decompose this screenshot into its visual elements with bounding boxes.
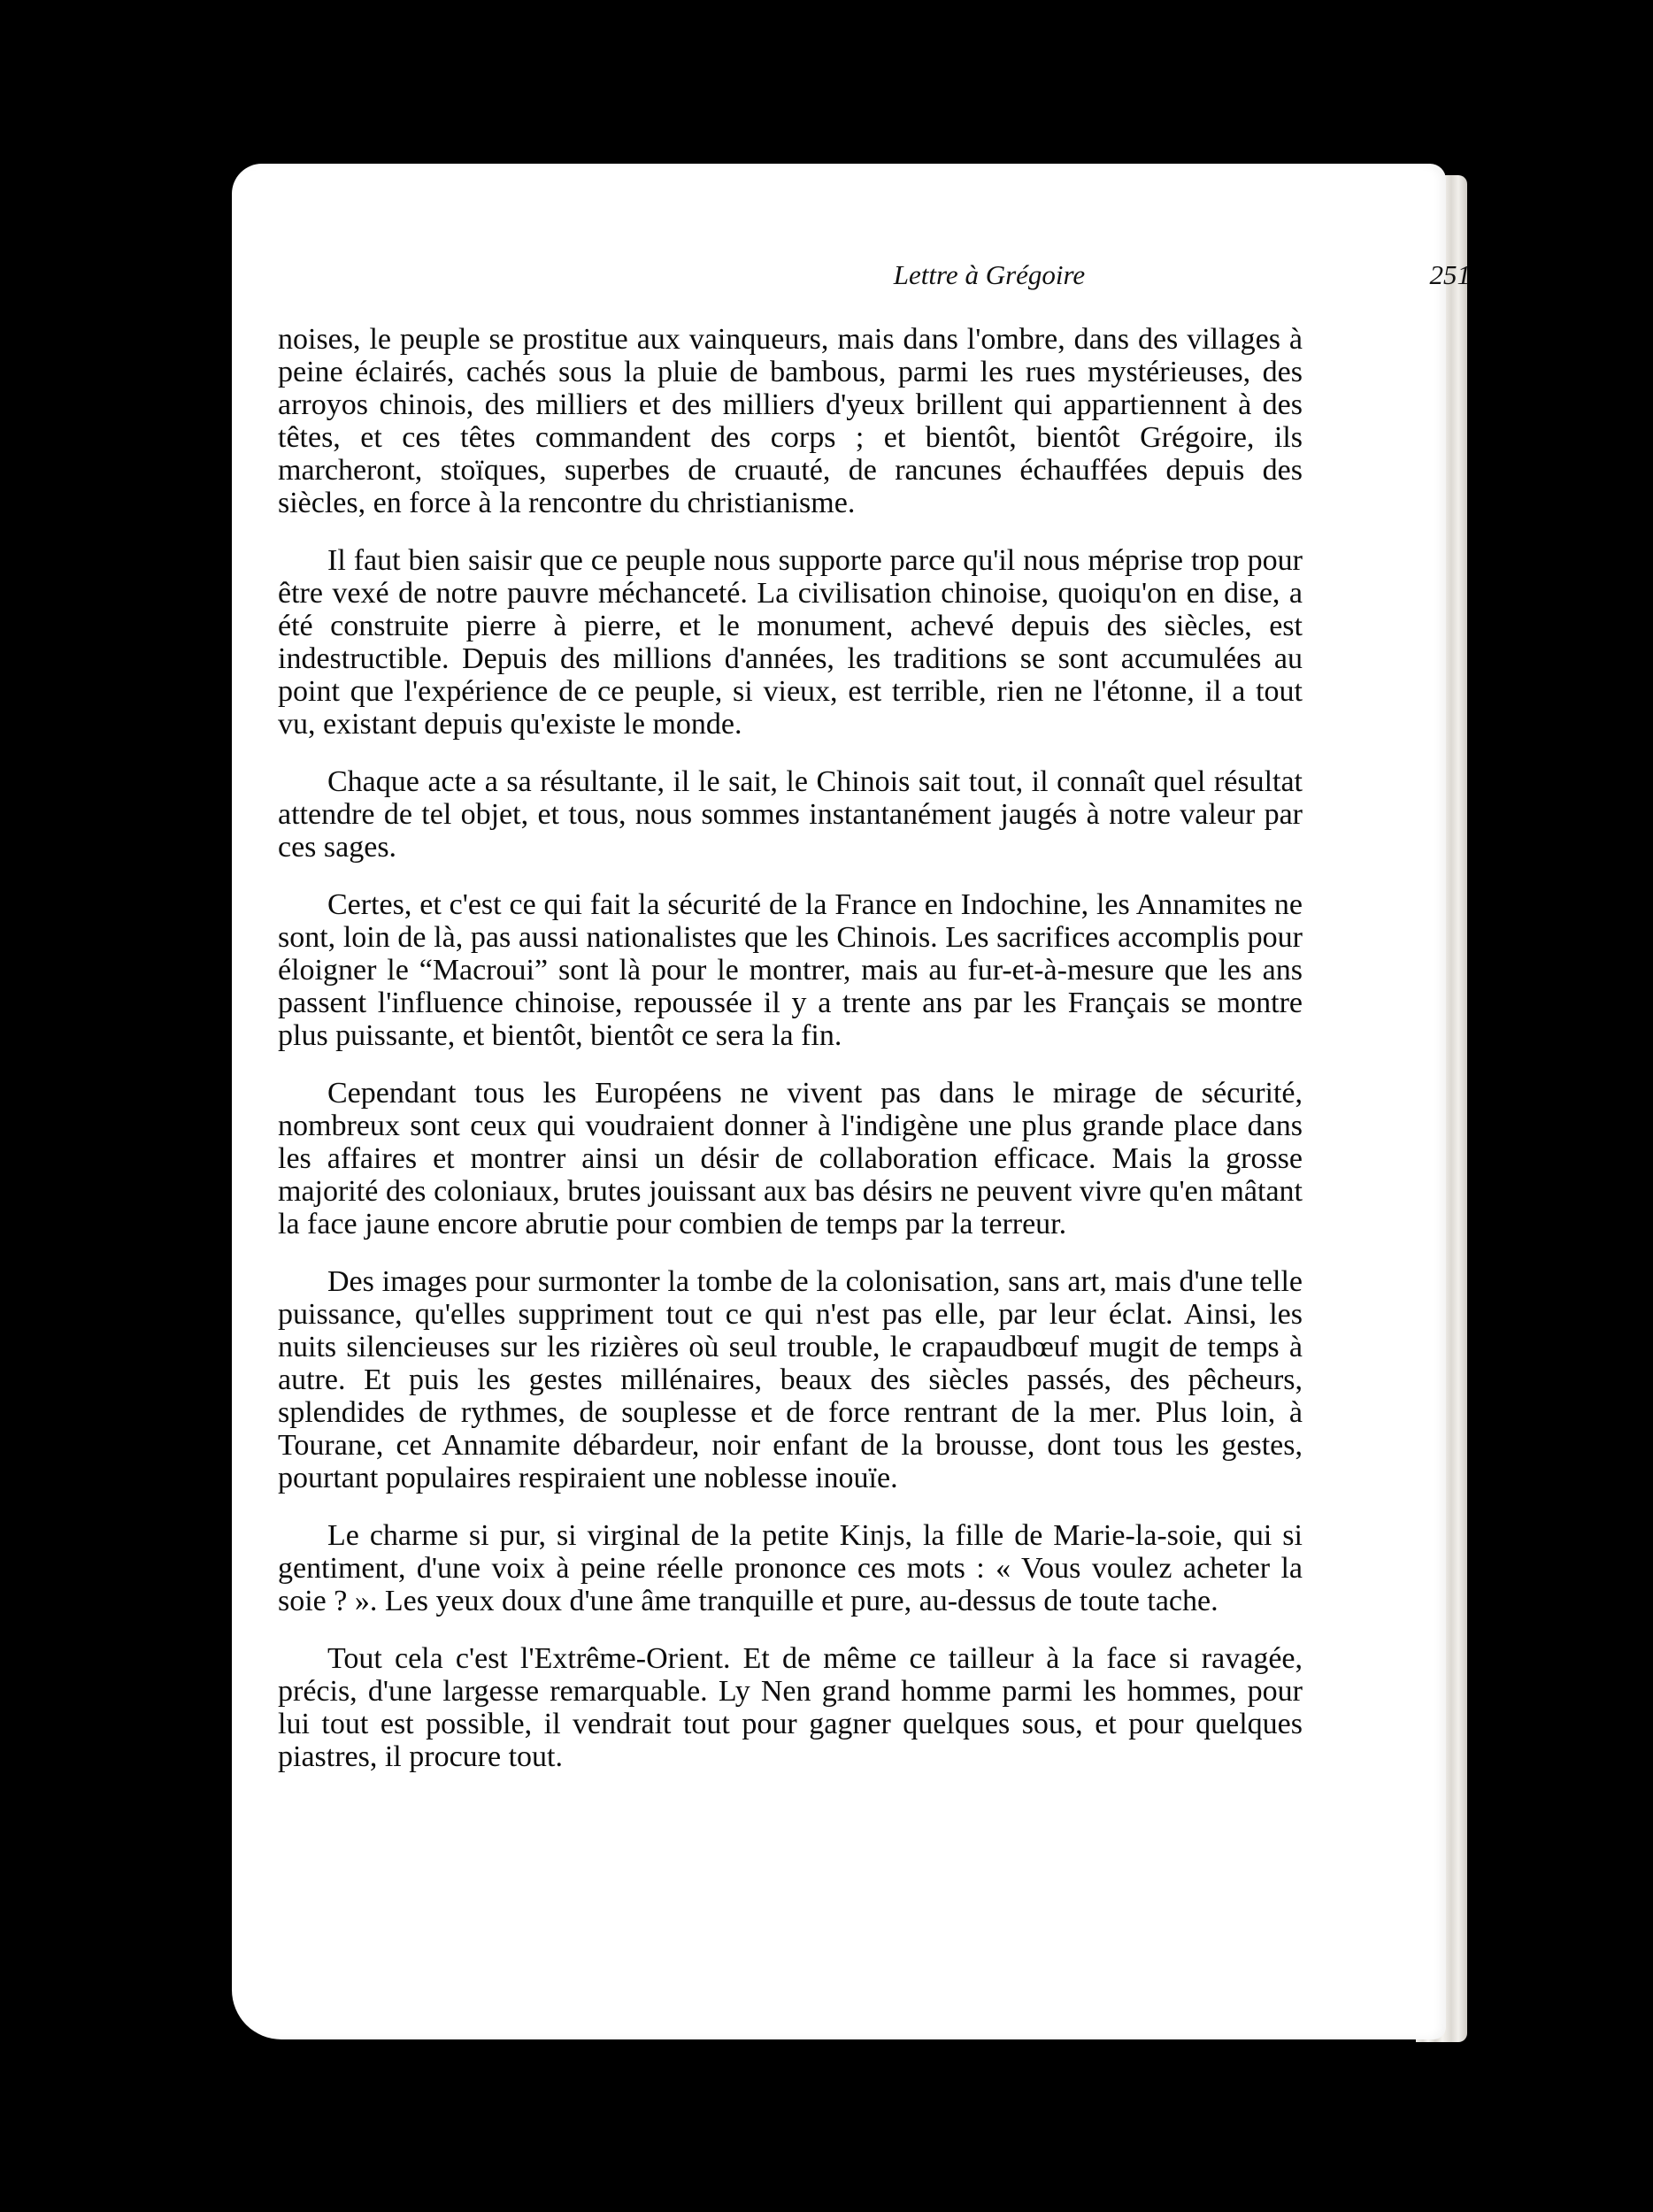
paragraph: Le charme si pur, si virginal de la petite Kinjs, la fille de Marie-la-soie, qui si gentiment, d'une voix à peine réelle prononce ces mots : « Vous voulez acheter la soie ? ». Les yeux doux d'une âme tranquille et pure, au-dessus de toute tache. xyxy=(278,1519,1303,1617)
body-text xyxy=(278,323,1303,1798)
paragraph: noises, le peuple se prostitue aux vainqueurs, mais dans l'ombre, dans des villages à peine éclairés, cachés sous la pluie de bambous, parmi les rues mystérieuses, des arroyos chinois, des milliers et des milliers d'yeux brillent qui appartiennent à des têtes, et ces têtes commandent des corps ; et bientôt, bientôt Grégoire, ils marcheront, stoïques, superbes de cruauté, de rancunes échauffées depuis des siècles, en force à la rencontre du christianisme. xyxy=(278,323,1303,519)
paragraph: Chaque acte a sa résultante, il le sait, le Chinois sait tout, il connaît quel résultat attendre de tel objet, et tous, nous sommes instantanément jaugés à notre valeur par ces sages. xyxy=(278,765,1303,864)
book-page xyxy=(232,164,1471,2039)
paragraph: Des images pour surmonter la tombe de la colonisation, sans art, mais d'une telle puissance, qu'elles suppriment tout ce qui n'est pas elle, par leur éclat. Ainsi, les nuits silencieuses sur les rizières où seul trouble, le crapaudbœuf mugit de temps à autre. Et puis les gestes millénaires, beaux des siècles passés, des pêcheurs, splendides de rythmes, de souplesse et de force rentrant de la mer. Plus loin, à Tourane, cet Annamite débardeur, noir enfant de la brousse, dont tous les gestes, pourtant populaires respiraient une noblesse inouïe. xyxy=(278,1265,1303,1494)
page-number: 251 xyxy=(1429,259,1471,290)
paragraph: Cependant tous les Européens ne vivent pas dans le mirage de sécurité, nombreux sont ceux qui voudraient donner à l'indigène une plus grande place dans les affaires et montrer ainsi un désir de collaboration efficace. Mais la grosse majorité des coloniaux, brutes jouissant aux bas désirs ne peuvent vivre qu'en mâtant la face jaune encore abrutie pour combien de temps par la terreur. xyxy=(278,1077,1303,1240)
page-header xyxy=(508,259,1471,303)
running-title: Lettre à Grégoire xyxy=(893,259,1086,290)
paragraph: Il faut bien saisir que ce peuple nous supporte parce qu'il nous méprise trop pour être vexé de notre pauvre méchanceté. La civilisation chinoise, quoiqu'on en dise, a été construite pierre à pierre, et le monument, achevé depuis des siècles, est indestructible. Depuis des millions d'années, les traditions se sont accumulées au point que l'expérience de ce peuple, si vieux, est terrible, rien ne l'étonne, il a tout vu, existant depuis qu'existe le monde. xyxy=(278,544,1303,741)
paragraph: Certes, et c'est ce qui fait la sécurité de la France en Indochine, les Annamites ne sont, loin de là, pas aussi nationalistes que les Chinois. Les sacrifices accomplis pour éloigner le “Macroui” sont là pour le montrer, mais au fur-et-à-mesure que les ans passent l'influence chinoise, repoussée il y a trente ans par les Français se montre plus puissante, et bientôt, bientôt ce sera la fin. xyxy=(278,888,1303,1052)
paragraph: Tout cela c'est l'Extrême-Orient. Et de même ce tailleur à la face si ravagée, précis, d'une largesse remarquable. Ly Nen grand homme parmi les hommes, pour lui tout est possible, il vendrait tout pour gagner quelques sous, et pour quelques piastres, il procure tout. xyxy=(278,1642,1303,1773)
